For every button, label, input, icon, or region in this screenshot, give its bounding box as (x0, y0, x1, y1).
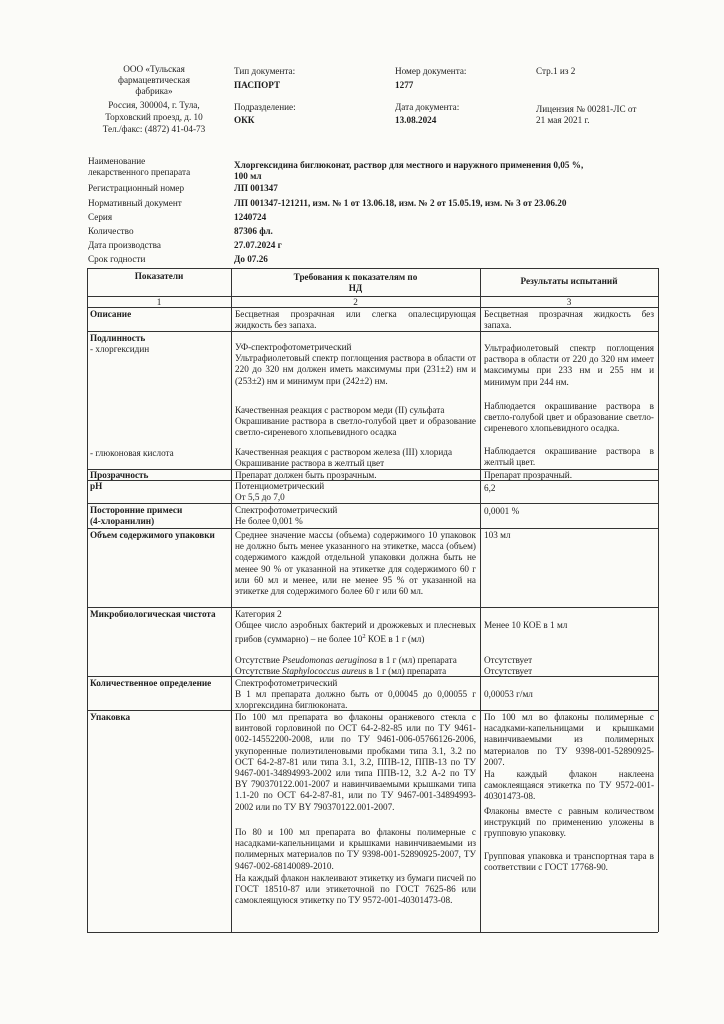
row-ph-result: 6,2 (484, 483, 496, 493)
row-micro-result-staphylococcus: Отсутствует (484, 666, 533, 676)
row-identity-req-copper: Качественная реакция с раствором меди (II) сульфата Окрашивание раствора в светло-голубой цвет и образование светло-сиреневого хлопьевидного осадка (235, 405, 476, 438)
info-value-name: Хлоргексидина биглюконат, раствор для местного и наружного применения 0,05 %, 100 мл (234, 160, 584, 182)
row-transparency-req: Препарат должен быть прозрачным. (235, 470, 377, 480)
info-value-nd: ЛП 001347-121211, изм. № 1 от 13.06.18, изм. № 2 от 15.05.19, изм. № 3 от 23.06.20 (234, 198, 567, 208)
row-identity-result-iron: Наблюдается окрашивание раствора в желтый цвет. (484, 446, 654, 468)
row-volume-result: 103 мл (484, 530, 511, 540)
row-packaging-result-group: Групповая упаковка и транспортная тара в соответствии с ГОСТ 17768-90. (484, 851, 654, 873)
row-micro-req-staphylococcus: Отсутствие Staphylococcus aureus в 1 г (мл) препарата (235, 666, 447, 676)
doc-date-value: 13.08.2024 (395, 115, 437, 125)
row-micro-name: Микробиологическая чистота (90, 609, 216, 619)
row-volume-req: Среднее значение массы (объема) содержимого 10 упаковок не должно быть менее указанного на этикетке, масса (объем) содержимого каждой отдельной упаковки должна быть не менее 90 % от указанной на этикетке для содержимого 60 г или 60 мл и менее, или не менее 95 % от указанной на этикетке для содержимого более 60 г или 60 мл. (235, 530, 476, 597)
info-value-date: 27.07.2024 г (234, 240, 282, 250)
doc-number-label: Номер документа: (395, 66, 467, 76)
org-line-2: фармацевтическая (118, 75, 190, 85)
doc-date-label: Дата документа: (395, 102, 460, 112)
org-address-2: Торховский проезд, д. 10 (105, 112, 203, 122)
row-transparency-result: Препарат прозрачный. (484, 470, 573, 480)
division-value: ОКК (234, 115, 255, 125)
row-description-result: Бесцветная прозрачная жидкость без запаха. (484, 309, 654, 331)
org-phone: Тел./факс: (4872) 41-04-73 (102, 124, 206, 134)
info-label-nd: Нормативный документ (88, 198, 182, 208)
row-identity-req-iron: Качественная реакция с раствором железа (III) хлорида Окрашивание раствора в желтый цвет (235, 447, 453, 469)
row-transparency-name: Прозрачность (90, 470, 149, 480)
row-assay-name: Количественное определение (90, 678, 212, 688)
row-micro-req-total: Общее число аэробных бактерий и дрожжевых и плесневых грибов (суммарно) – не более $10^2$ КОЕ в 1 г (мл) (235, 620, 476, 645)
info-label-series: Серия (88, 212, 113, 222)
row-assay-result: 0,00053 г/мл (484, 689, 533, 699)
info-label-expiry: Срок годности (88, 254, 146, 264)
info-label-qty: Количество (88, 226, 134, 236)
row-ph-name: pH (90, 481, 103, 491)
col-number-2: 2 (353, 297, 358, 307)
row-micro-result-pseudomonas: Отсутствует (484, 655, 533, 665)
doc-type-label: Тип документа: (234, 66, 296, 76)
row-micro-category: Категория 2 (235, 609, 282, 619)
row-packaging-name: Упаковка (90, 712, 131, 722)
col-header-results: Результаты испытаний (520, 276, 618, 286)
info-value-series: 1240724 (234, 212, 267, 222)
row-packaging-req-polymer: По 80 и 100 мл препарата во флаконы полимерные с насадками-капельницами и крышками навинчиваемыми из полимерных материалов по ТУ 9398-001-52890925-2007, ТУ 9467-002-68140089-2010. (235, 827, 476, 871)
row-packaging-req-label: На каждый флакон наклеивают этикетку из бумаги писчей по ГОСТ 18510-87 или этикеточной по ГОСТ 7625-86 или самоклеящуюся этикетку по ТУ 9572-001-40301473-08. (235, 873, 476, 906)
division-label: Подразделение: (234, 102, 296, 112)
info-value-qty: 87306 фл. (234, 226, 273, 236)
row-identity-chlorhexidine: - хлоргексидин (90, 344, 150, 354)
row-packaging-req-glass: По 100 мл препарата во флаконы оранжевого стекла с винтовой горловиной по ОСТ 64-2-82-85 или по ТУ 9461-002-14552200-2008, или по ТУ 9461-006-05766126-2006, укупоренные полиэтиленовыми пробками типа 3.1, 3.2 по ОСТ 64-2-87-81 или типа 3.1, 3.2, ППВ-12, ППВ-13 по ТУ 9467-001-34894993-2002 или типа ППВ-12, 3.2 А-2 по ТУ BY 790370122.001-2007 и навинчиваемыми крышками типа 1.1-20 по ОСТ 64-2-87-81, или по ТУ 9467-001-34894993-2002 или по ТУ BY 790370122.001-2007. (235, 712, 476, 812)
info-value-expiry: До 07.26 (234, 254, 268, 264)
info-label-reg: Регистрационный номер (88, 183, 185, 193)
row-identity-result-copper: Наблюдается окрашивание раствора в светло-голубой цвет и образование светло-сиреневого хлопьевидного осадка. (484, 401, 654, 434)
page-number: Стр.1 из 2 (536, 66, 576, 76)
col-number-3: 3 (566, 297, 572, 307)
row-description-name: Описание (90, 309, 132, 319)
row-impurities-result: 0,0001 % (484, 506, 520, 516)
row-packaging-result-bottles: По 100 мл во флаконы полимерные с насадками-капельницами и крышками навинчиваемыми из полимерных материалов по ТУ 9398-001-52890925-2007. (484, 712, 654, 767)
row-identity-result-uv: Ультрафиолетовый спектр поглощения раствора в области от 220 до 320 нм имеет максимумы при 233 нм и 255 нм и минимум при 244 нм. (484, 343, 654, 387)
row-identity-req-uv: УФ-спектрофотометрический Ультрафиолетовый спектр поглощения раствора в области от 220 до 320 нм должен иметь максимумы при (231±2) нм и (253±2) нм и минимум при (242±2) нм. (235, 342, 476, 386)
info-label-date: Дата производства (88, 240, 161, 250)
col-number-1: 1 (156, 297, 162, 307)
row-identity-name: Подлинность (90, 333, 146, 343)
row-packaging-result-label: На каждый флакон наклеена самоклеящаяся этикетка по ТУ 9572-001-40301473-08. (484, 769, 654, 802)
row-ph-req: Потенциометрический От 5,5 до 7,0 (235, 481, 325, 503)
row-packaging-result-instructions: Флаконы вместе с равным количеством инструкций по применению уложены в групповую упаковку. (484, 806, 654, 839)
row-impurities-req: Спектрофотометрический Не более 0,001 % (235, 505, 338, 527)
row-impurities-name: Посторонние примеси (4-хлоранилин) (90, 505, 183, 527)
row-micro-req-pseudomonas: Отсутствие Pseudomonas aeruginosa в 1 г (мл) препарата (235, 655, 457, 665)
info-label-name: Наименование лекарственного препарата (88, 156, 191, 178)
col-header-requirements: Требования к показателям по НД (293, 272, 418, 294)
doc-type-value: ПАСПОРТ (234, 80, 281, 90)
doc-number-value: 1277 (395, 80, 414, 90)
org-line-3: фабрика» (135, 86, 173, 96)
row-assay-req: Спектрофотометрический В 1 мл препарата должно быть от 0,00045 до 0,00055 г хлоргексидина биглюконата. (235, 678, 476, 711)
org-line-1: ООО «Тульская (123, 64, 185, 74)
row-description-req: Бесцветная прозрачная или слегка опалесцирующая жидкость без запаха. (235, 309, 476, 331)
info-value-reg: ЛП 001347 (234, 183, 278, 193)
row-micro-result-total: Менее 10 КОЕ в 1 мл (484, 620, 568, 630)
license-text: Лицензия № 00281-ЛС от 21 мая 2021 г. (536, 104, 637, 126)
org-address-1: Россия, 300004, г. Тула, (108, 100, 200, 110)
col-header-indicators: Показатели (134, 271, 184, 281)
row-volume-name: Объем содержимого упаковки (90, 530, 215, 540)
row-identity-gluconic: - глюконовая кислота (90, 448, 174, 458)
